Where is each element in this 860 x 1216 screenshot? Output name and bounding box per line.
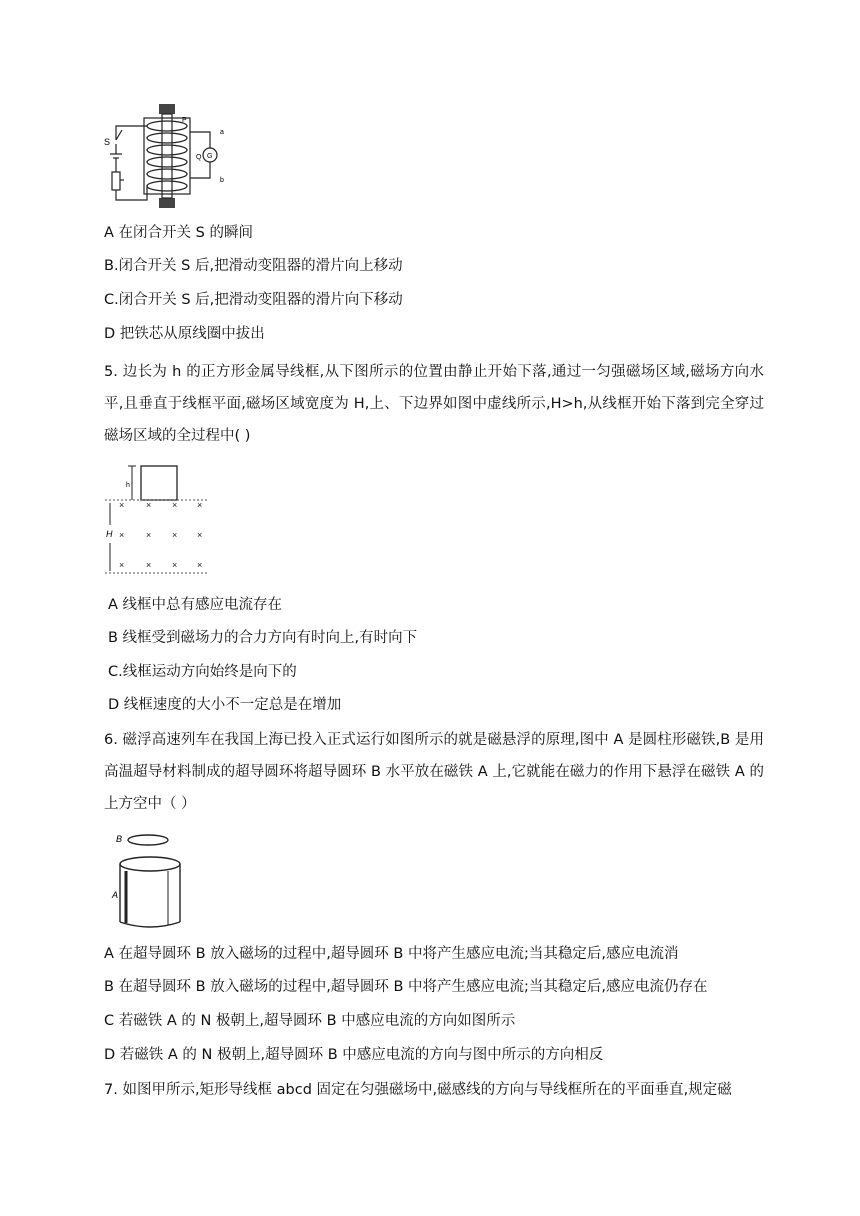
q6-option-c: C 若磁铁 A 的 N 极朝上,超导圆环 B 中感应电流的方向如图所示 xyxy=(104,1013,516,1029)
q7-stem: 7. 如图甲所示,矩形导线框 abcd 固定在匀强磁场中,磁感线的方向与导线框所在的平面垂直,规定磁 xyxy=(104,1082,732,1098)
core-top-cap xyxy=(159,104,175,114)
q5-stem: 5. 边长为 h 的正方形金属导线框,从下图所示的位置由静止开始下落,通过一匀强磁场区域,磁场方向水平,且垂直于线框平面,磁场区域宽度为 H,上、下边界如图中虚线所示,H>h,从线框开始下落到完全穿过磁场区域的全过程中( ) xyxy=(104,364,764,444)
q4-option-d: D 把铁芯从原线圈中拔出 xyxy=(104,326,265,342)
label-s: S xyxy=(104,137,111,147)
square-frame xyxy=(141,466,177,500)
q6-maglev-figure xyxy=(106,826,186,930)
q5-magnetic-field-figure xyxy=(104,463,214,578)
svg-text:×: × xyxy=(172,560,178,570)
q6-option-b: B 在超导圆环 B 放入磁场的过程中,超导圆环 B 中将产生感应电流;当其稳定后,感应电流仍存在 xyxy=(104,979,708,995)
q5-option-b: B 线框受到磁场力的合力方向有时向上,有时向下 xyxy=(108,630,418,646)
label-h: h xyxy=(126,482,130,489)
label-p: P xyxy=(182,117,187,124)
svg-text:×: × xyxy=(172,530,178,540)
cylinder-magnet-a xyxy=(120,857,180,927)
left-circuit xyxy=(110,126,147,200)
q5-option-d: D 线框速度的大小不一定总是在增加 xyxy=(108,697,342,713)
q4-option-a: A 在闭合开关 S 的瞬间 xyxy=(104,225,253,241)
iron-core xyxy=(162,114,172,198)
svg-text:×: × xyxy=(146,500,152,510)
label-b: B xyxy=(116,834,123,844)
svg-text:×: × xyxy=(197,560,203,570)
q4-circuit-figure xyxy=(104,100,234,215)
core-bottom-cap xyxy=(159,198,175,208)
field-cross-marks xyxy=(119,500,202,570)
label-b: b xyxy=(220,177,224,184)
q6-option-a: A 在超导圆环 B 放入磁场的过程中,超导圆环 B 中将产生感应电流;当其稳定后,感应电流消 xyxy=(104,946,679,962)
q6-stem: 6. 磁浮高速列车在我国上海已投入正式运行如图所示的就是磁悬浮的原理,图中 A 是圆柱形磁铁,B 是用高温超导材料制成的超导圆环将超导圆环 B 水平放在磁铁 A 上,它就能在磁力的作用下悬浮在磁铁 A 的上方空中（ ） xyxy=(104,732,764,812)
svg-text:×: × xyxy=(119,500,125,510)
svg-text:×: × xyxy=(197,500,203,510)
q5-option-a: A 线框中总有感应电流存在 xyxy=(108,597,283,613)
svg-text:×: × xyxy=(146,530,152,540)
label-q: Q xyxy=(196,154,202,161)
label-g: G xyxy=(207,153,213,160)
right-circuit xyxy=(190,132,217,178)
svg-text:×: × xyxy=(172,500,178,510)
superconducting-ring-b xyxy=(128,835,168,845)
q6-option-d: D 若磁铁 A 的 N 极朝上,超导圆环 B 中感应电流的方向与图中所示的方向相反 xyxy=(104,1047,604,1063)
q5-option-c: C.线框运动方向始终是向下的 xyxy=(108,664,297,680)
svg-text:×: × xyxy=(119,560,125,570)
label-a: a xyxy=(220,129,224,136)
svg-text:×: × xyxy=(119,530,125,540)
label-H: H xyxy=(106,529,113,539)
svg-text:×: × xyxy=(197,530,203,540)
label-a: A xyxy=(112,890,119,900)
primary-coil xyxy=(147,121,187,191)
q4-option-b: B.闭合开关 S 后,把滑动变阻器的滑片向上移动 xyxy=(104,258,403,274)
svg-text:×: × xyxy=(146,560,152,570)
q4-option-c: C.闭合开关 S 后,把滑动变阻器的滑片向下移动 xyxy=(104,292,403,308)
